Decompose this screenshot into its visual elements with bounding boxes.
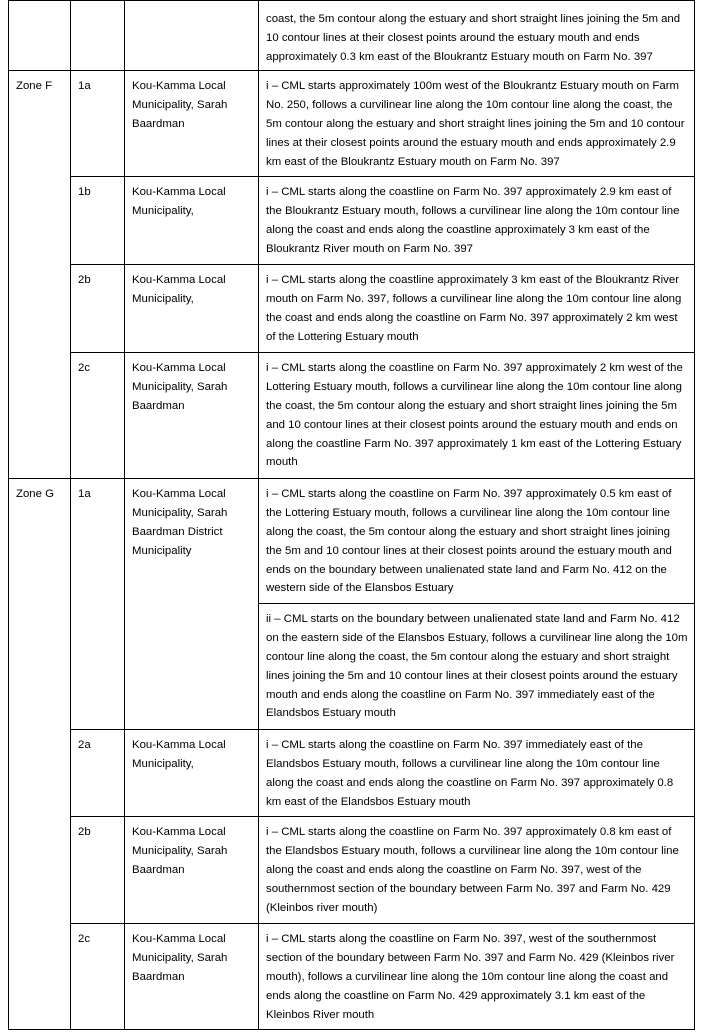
- municipality-cell: [125, 1, 259, 71]
- description-cell: i – CML starts along the coastline on Farm No. 397 approximately 0.8 km east of the Elandsbos Estuary mouth, follows a curvilinear line along the 10m contour line along the coast and ends along the coastline on Farm No. 397, west of the southernmost section of the boundary between Farm No. 397 and Farm No. 429 (Kleinbos river mouth): [259, 817, 695, 924]
- code-cell: 1b: [71, 177, 125, 265]
- description-cell: i – CML starts along the coastline on Farm No. 397 immediately east of the Elandsbos Estuary mouth, follows a curvilinear line along the 10m contour line along the coast and ends along the coastline on Farm No. 397 approximately 0.8 km east of the Elandsbos Estuary mouth: [259, 730, 695, 817]
- municipality-cell: Kou-Kamma Local Municipality, Sarah Baardman: [125, 817, 259, 924]
- code-cell: 2b: [71, 265, 125, 353]
- zone-cell: Zone F: [9, 71, 71, 479]
- municipality-cell: Kou-Kamma Local Municipality, Sarah Baardman: [125, 71, 259, 177]
- table-row: [9, 924, 695, 1030]
- table-row: [9, 1, 695, 71]
- zone-cell: [9, 1, 71, 71]
- table-row: [9, 353, 695, 479]
- description-cell: i – CML starts along the coastline on Farm No. 397 approximately 2 km west of the Lottering Estuary mouth, follows a curvilinear line along the 10m contour line along the coast, the 5m contour along the estuary and short straight lines joining the 5m and 10 contour lines at their closest points around the estuary mouth and ends on along the coastline Farm No. 397 approximately 1 km east of the Lottering Estuary mouth: [259, 353, 695, 479]
- description-cell: i – CML starts approximately 100m west of the Bloukrantz Estuary mouth on Farm No. 250, follows a curvilinear line along the 10m contour line along the coast, the 5m contour along the estuary and short straight lines joining the 5m and 10 contour lines at their closest points around the estuary mouth and ends approximately 2.9 km east of the Bloukrantz Estuary mouth on Farm No. 397: [259, 71, 695, 177]
- municipality-cell: Kou-Kamma Local Municipality,: [125, 177, 259, 265]
- table-row: [9, 730, 695, 817]
- code-cell: 2c: [71, 924, 125, 1030]
- coastal-management-line-table: [8, 0, 695, 1030]
- description-cell: i – CML starts along the coastline on Farm No. 397 approximately 2.9 km east of the Bloukrantz Estuary mouth, follows a curvilinear line along the 10m contour line along the coast and ends along the coastline approximately 3 km east of the Bloukrantz River mouth on Farm No. 397: [259, 177, 695, 265]
- municipality-cell: Kou-Kamma Local Municipality,: [125, 730, 259, 817]
- table-row: [9, 177, 695, 265]
- municipality-cell: Kou-Kamma Local Municipality, Sarah Baardman: [125, 353, 259, 479]
- code-cell: 1a: [71, 479, 125, 730]
- table-row: [9, 479, 695, 604]
- code-cell: 2a: [71, 730, 125, 817]
- description-cell: coast, the 5m contour along the estuary and short straight lines joining the 5m and 10 contour lines at their closest points around the estuary mouth and ends approximately 0.3 km east of the Bloukrantz Estuary mouth on Farm No. 397: [259, 1, 695, 71]
- zone-cell: Zone G: [9, 479, 71, 1030]
- municipality-cell: Kou-Kamma Local Municipality, Sarah Baardman District Municipality: [125, 479, 259, 730]
- table-row: [9, 265, 695, 353]
- code-cell: 2b: [71, 817, 125, 924]
- municipality-cell: Kou-Kamma Local Municipality,: [125, 265, 259, 353]
- table-row: [9, 817, 695, 924]
- description-cell: i – CML starts along the coastline on Farm No. 397, west of the southernmost section of the boundary between Farm No. 397 and Farm No. 429 (Kleinbos river mouth), follows a curvilinear line along the 10m contour line along the coast and ends along the coastline on Farm No. 429 approximately 3.1 km east of the Kleinbos River mouth: [259, 924, 695, 1030]
- table-row: [9, 71, 695, 177]
- code-cell: 2c: [71, 353, 125, 479]
- description-cell: i – CML starts along the coastline approximately 3 km east of the Bloukrantz River mouth on Farm No. 397, follows a curvilinear line along the 10m contour line along the coast and ends along the coastline on Farm No. 397 approximately 2 km west of the Lottering Estuary mouth: [259, 265, 695, 353]
- description-cell: ii – CML starts on the boundary between unalienated state land and Farm No. 412 on the eastern side of the Elansbos Estuary, follows a curvilinear line along the 10m contour line along the coast, the 5m contour along the estuary and short straight lines joining the 5m and 10 contour lines at their closest points around the estuary mouth and ends along the coastline on Farm No. 397 immediately east of the Elandsbos Estuary mouth: [259, 604, 695, 730]
- code-cell: 1a: [71, 71, 125, 177]
- municipality-cell: Kou-Kamma Local Municipality, Sarah Baardman: [125, 924, 259, 1030]
- code-cell: [71, 1, 125, 71]
- description-cell: i – CML starts along the coastline on Farm No. 397 approximately 0.5 km east of the Lottering Estuary mouth, follows a curvilinear line along the 10m contour line along the coast, the 5m contour along the estuary and short straight lines joining the 5m and 10 contour lines at their closest points around the estuary mouth and ends on the boundary between unalienated state land and Farm No. 412 on the western side of the Elansbos Estuary: [259, 479, 695, 604]
